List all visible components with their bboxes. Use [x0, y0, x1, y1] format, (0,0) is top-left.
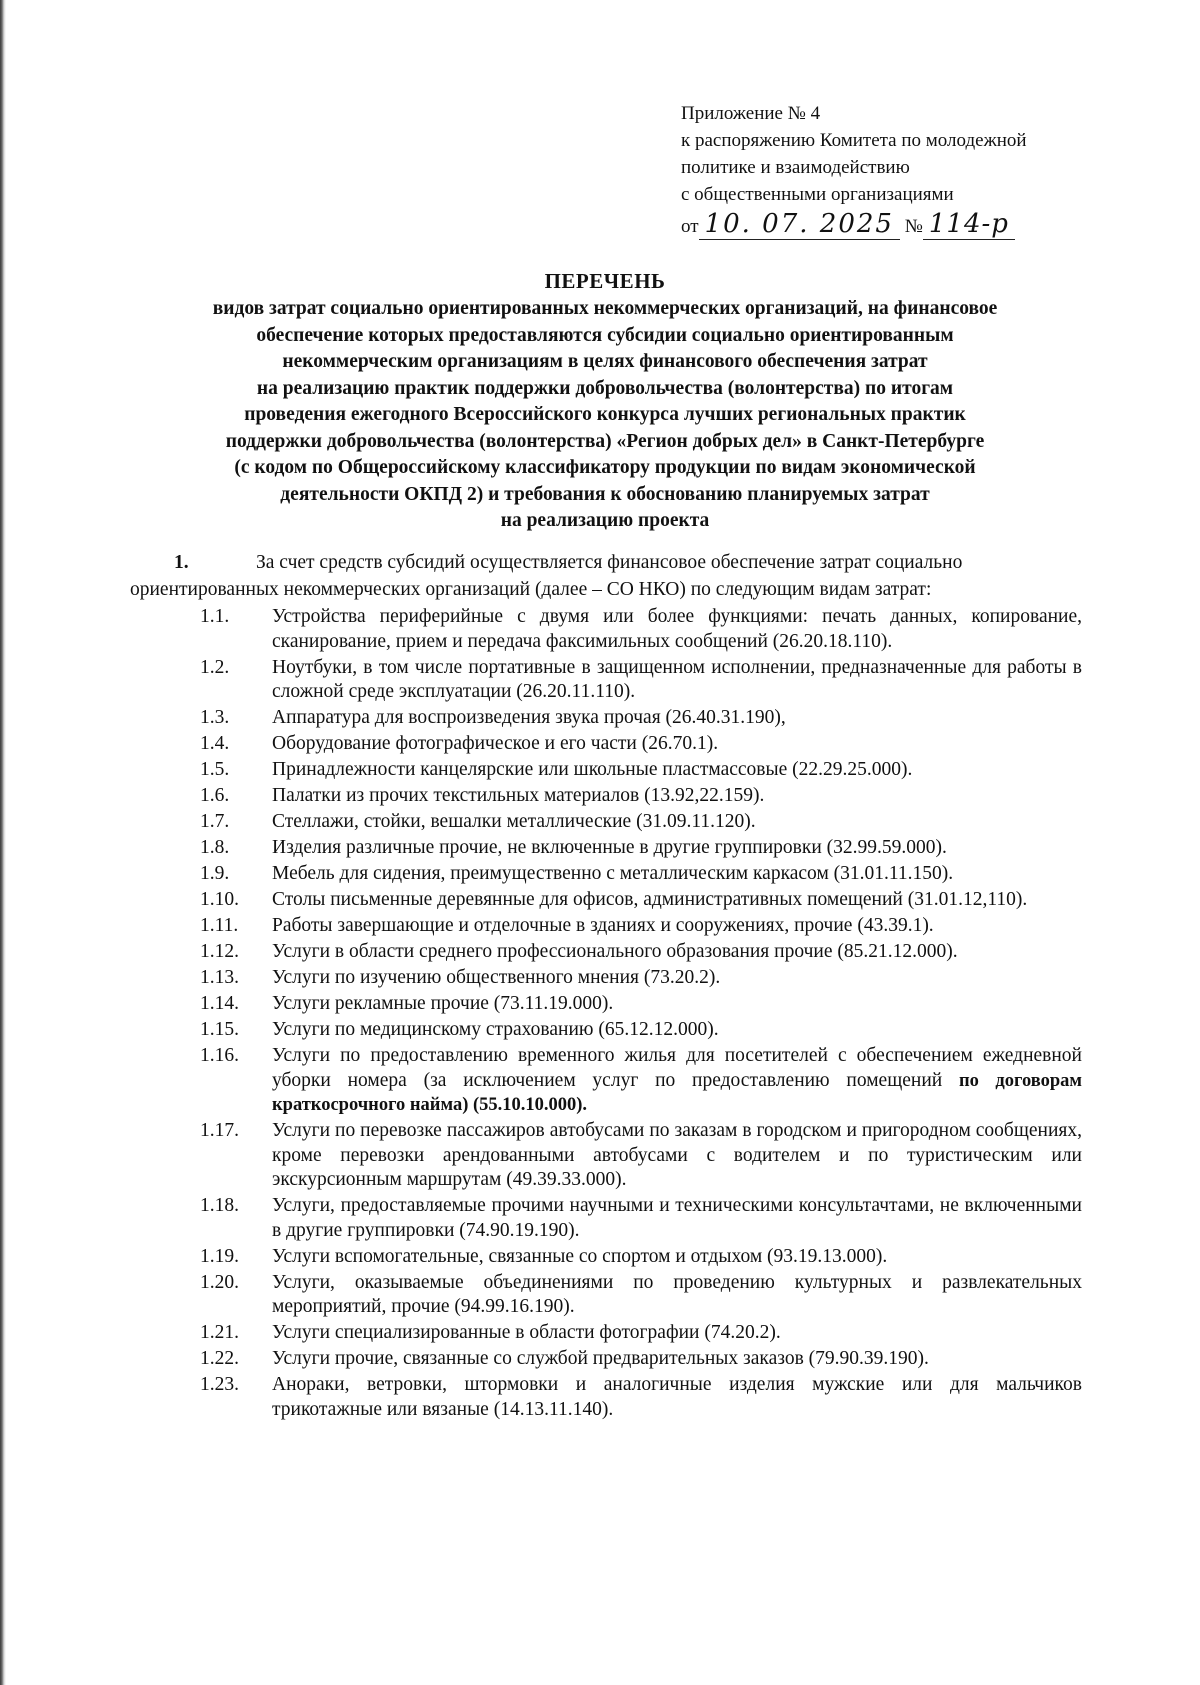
intro-paragraph [130, 550, 1082, 603]
list-item-text-regular: Услуги рекламные прочие (73.11.19.000). [272, 993, 614, 1014]
list-item-number: 1.1. [200, 606, 230, 627]
list-item [200, 966, 1082, 991]
appendix-line-1: Приложение № 4 [681, 103, 821, 124]
list-item-text [272, 732, 1082, 757]
list-item-number: 1.18. [200, 1195, 239, 1216]
list-item [200, 732, 1082, 757]
list-item [200, 1044, 1082, 1118]
list-item-text [272, 836, 1082, 861]
list-item-text-regular: Стеллажи, стойки, вешалки металлические (31.09.11.120). [272, 811, 756, 832]
list-item-text [272, 1245, 1082, 1270]
list-item [200, 784, 1082, 809]
list-item-text-regular: Оборудование фотографическое и его части (26.70.1). [272, 733, 719, 754]
title-line-1: видов затрат социально ориентированных некоммерческих организаций, на финансовое [212, 298, 998, 319]
list-item-text-regular: Услуги по предоставлению временного жилья для посетителей с обеспечением ежедневной уборки номера (за исключением услуг по предоставлению помещений [272, 1045, 1082, 1091]
list-item-text [272, 1271, 1082, 1320]
list-item-text-regular: Услуги по перевозке пассажиров автобусами по заказам в городском и пригородном сообщениях, кроме перевозки арендованными автобусами с водителем и по туристическим или экскурсионным маршрутам (49.39.33.000). [272, 1120, 1082, 1190]
title-line-3: некоммерческим организациям в целях финансового обеспечения затрат [282, 351, 928, 372]
list-item-text [272, 758, 1082, 783]
number-label: № [904, 216, 923, 237]
intro-line-2: ориентированных некоммерческих организаций (далее – СО НКО) по следующим видам затрат: [130, 578, 932, 600]
list-item-number: 1.20. [200, 1271, 239, 1293]
list-item [200, 656, 1082, 705]
list-item [200, 992, 1082, 1017]
title-line-7: (с кодом по Общероссийскому классификатору продукции по видам экономической [234, 457, 976, 478]
list-item-number: 1.6. [200, 785, 230, 806]
list-item-text-regular: Изделия различные прочие, не включенные в другие группировки (32.99.59.000). [272, 837, 947, 858]
list-item [200, 1245, 1082, 1270]
intro-number: 1. [174, 552, 189, 573]
list-item-text [272, 656, 1082, 705]
appendix-line-4: с общественными организациями [681, 184, 954, 205]
handwritten-date: 10. 07. 2025 [699, 209, 900, 240]
list-item-text [272, 706, 1082, 731]
appendix-line-3: политике и взаимодействию [681, 157, 910, 178]
title-line-8: деятельности ОКПД 2) и требования к обоснованию планируемых затрат [280, 483, 930, 505]
list-item [200, 836, 1082, 861]
list-item-number: 1.7. [200, 811, 230, 832]
appendix-header [681, 100, 1101, 240]
list-item-number: 1.14. [200, 993, 239, 1014]
list-item-number: 1.17. [200, 1120, 239, 1141]
list-item-text-regular: Столы письменные деревянные для офисов, административных помещений (31.01.12,110). [272, 889, 1028, 910]
list-item-text [272, 888, 1082, 913]
list-item-text [272, 992, 1082, 1017]
intro-line-1 [130, 550, 1082, 577]
list-item-text-bold: по договорам краткосрочного найма) (55.10.10.000). [272, 1070, 1082, 1115]
list-item-text [272, 1119, 1082, 1193]
cost-items-list [200, 605, 1082, 1424]
list-item-number: 1.12. [200, 941, 239, 962]
list-item-text [272, 966, 1082, 991]
handwritten-number: 114-р [923, 209, 1015, 240]
list-item-text [272, 940, 1082, 965]
list-item-text [272, 1044, 1082, 1118]
list-item [200, 1119, 1082, 1193]
title-line-5: проведения ежегодного Всероссийского конкурса лучших региональных практик [244, 404, 966, 425]
list-item [200, 1373, 1082, 1422]
list-item-text-regular: Анораки, ветровки, штормовки и аналогичные изделия мужские или для мальчиков трикотажные или вязаные (14.13.11.140). [272, 1374, 1082, 1420]
list-item-number: 1.8. [200, 837, 230, 858]
list-item-text-regular: Работы завершающие и отделочные в зданиях и сооружениях, прочие (43.39.1). [272, 915, 934, 936]
list-item-text [272, 1018, 1082, 1043]
title-line-2: обеспечение которых предоставляются субсидии социально ориентированным [256, 324, 954, 346]
list-item-text-regular: Принадлежности канцелярские или школьные пластмассовые (22.29.25.000). [272, 759, 913, 780]
list-item [200, 810, 1082, 835]
list-item [200, 914, 1082, 939]
list-item [200, 1018, 1082, 1043]
list-item-text [272, 862, 1082, 887]
list-item-text-regular: Палатки из прочих текстильных материалов (13.92,22.159). [272, 785, 765, 806]
list-item-text-regular: Услуги вспомогательные, связанные со спортом и отдыхом (93.19.13.000). [272, 1245, 888, 1267]
scan-edge-shadow [0, 0, 6, 1685]
list-item-text [272, 1347, 1082, 1372]
from-label: от [681, 216, 699, 237]
list-item [200, 605, 1082, 654]
title-line-6: поддержки добровольчества (волонтерства) «Регион добрых дел» в Санкт-Петербурге [225, 430, 985, 452]
list-item-number: 1.22. [200, 1348, 239, 1369]
list-item [200, 1347, 1082, 1372]
list-item-text [272, 1194, 1082, 1243]
list-item-number: 1.5. [200, 759, 230, 780]
title-line-9: на реализацию проекта [500, 510, 710, 531]
list-item-number: 1.2. [200, 656, 230, 678]
list-item-number: 1.23. [200, 1374, 239, 1395]
list-item-number: 1.13. [200, 967, 239, 988]
list-item [200, 1271, 1082, 1320]
list-item-number: 1.11. [200, 915, 239, 936]
title-heading: ПЕРЕЧЕНЬ [544, 269, 666, 293]
list-item-number: 1.21. [200, 1322, 239, 1343]
list-item [200, 888, 1082, 913]
list-item [200, 1194, 1082, 1243]
list-item-number: 1.9. [200, 863, 230, 884]
list-item-text-regular: Аппаратура для воспроизведения звука прочая (26.40.31.190), [272, 707, 786, 728]
list-item-text [272, 1321, 1082, 1346]
list-item-text-regular: Устройства периферийные с двумя или более функциями: печать данных, копирование, сканирование, прием и передача факсимильных сообщений (26.20.18.110). [272, 606, 1082, 652]
list-item [200, 1321, 1082, 1346]
list-item [200, 940, 1082, 965]
list-item-number: 1.15. [200, 1019, 239, 1040]
appendix-date-line [681, 209, 1101, 240]
list-item-text-regular: Услуги в области среднего профессионального образования прочие (85.21.12.000). [272, 941, 958, 962]
list-item-text-regular: Услуги, предоставляемые прочими научными и техническими консультачтами, не включенными в другие группировки (74.90.19.190). [272, 1195, 1082, 1241]
list-item-text [272, 914, 1082, 939]
list-item [200, 758, 1082, 783]
appendix-line-2: к распоряжению Комитета по молодежной [681, 130, 1027, 151]
list-item-number: 1.16. [200, 1045, 239, 1066]
list-item-text-regular: Услуги по медицинскому страхованию (65.12.12.000). [272, 1019, 719, 1040]
list-item-number: 1.10. [200, 889, 239, 910]
list-item-number: 1.19. [200, 1245, 239, 1267]
title-line-4: на реализацию практик поддержки добровольчества (волонтерства) по итогам [256, 377, 954, 399]
list-item-text-regular: Услуги прочие, связанные со службой предварительных заказов (79.90.39.190). [272, 1348, 929, 1369]
list-item-text-regular: Мебель для сидения, преимущественно с металлическим каркасом (31.01.11.150). [272, 863, 954, 884]
list-item [200, 862, 1082, 887]
list-item-number: 1.3. [200, 707, 230, 728]
list-item-text-regular: Услуги по изучению общественного мнения (73.20.2). [272, 967, 721, 988]
list-item-text [272, 784, 1082, 809]
list-item-text [272, 810, 1082, 835]
intro-text-1: За счет средств субсидий осуществляется финансовое обеспечение затрат социально [256, 552, 963, 573]
list-item-number: 1.4. [200, 733, 230, 754]
document-title [100, 266, 1110, 535]
list-item-text-regular: Услуги специализированные в области фотографии (74.20.2). [272, 1322, 781, 1343]
list-item [200, 706, 1082, 731]
list-item-text-regular: Ноутбуки, в том числе портативные в защищенном исполнении, предназначенные для работы в сложной среде эксплуатации (26.20.11.110). [272, 656, 1082, 702]
list-item-text-regular: Услуги, оказываемые объединениями по проведению культурных и развлекательных мероприятий, прочие (94.99.16.190). [272, 1271, 1082, 1317]
list-item-text [272, 1373, 1082, 1422]
list-item-text [272, 605, 1082, 654]
